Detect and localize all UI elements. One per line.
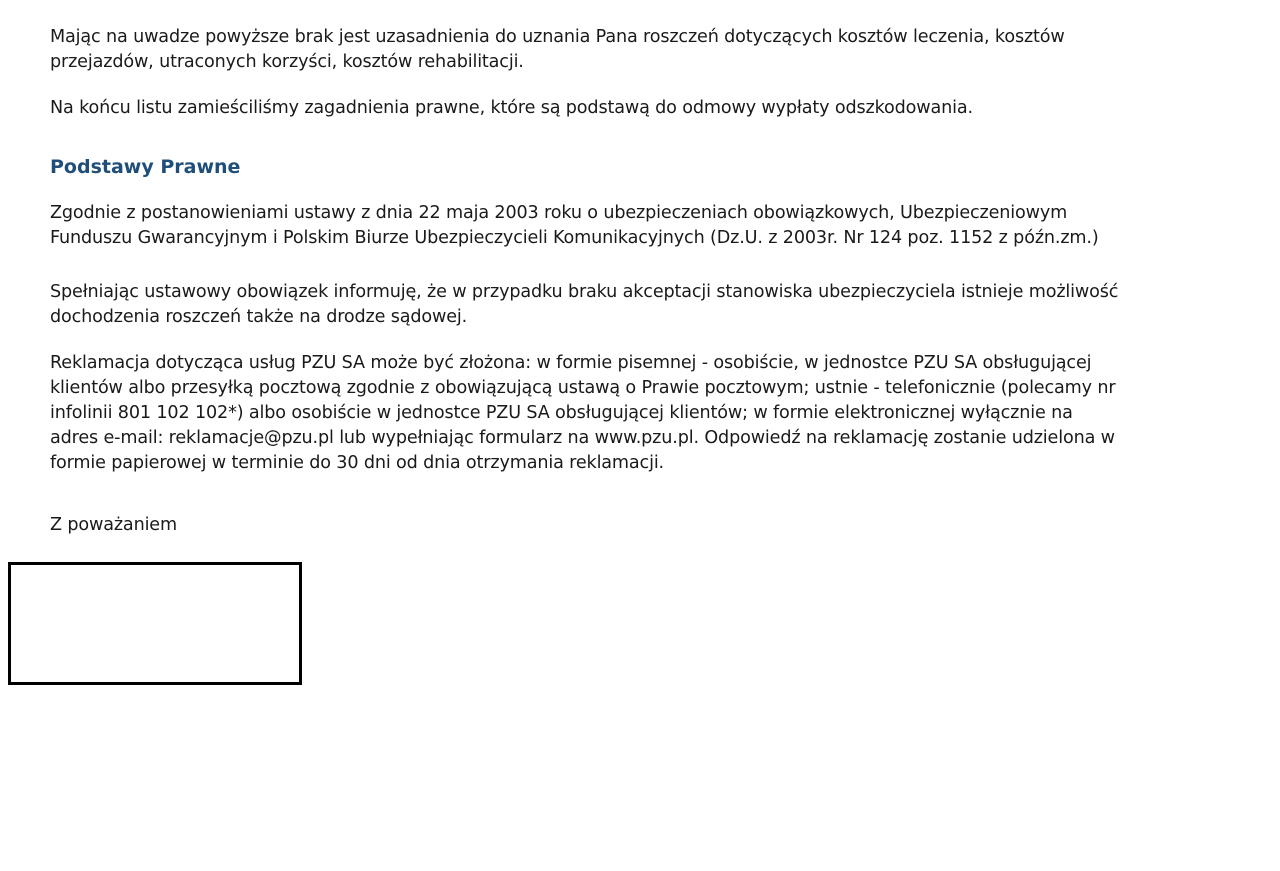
text-line: infolinii 801 102 102*) albo osobiście w jednostce PZU SA obsługującej klientów; w formie elektronicznej wyłącznie na [50, 403, 1073, 423]
text-line: przejazdów, utraconych korzyści, kosztów rehabilitacji. [50, 52, 524, 72]
text-line: adres e-mail: reklamacje@pzu.pl lub wypełniając formularz na www.pzu.pl. Odpowiedź na reklamację zostanie udzielona w [50, 428, 1115, 448]
text-line: Na końcu listu zamieściliśmy zagadnienia prawne, które są podstawą do odmowy wypłaty odszkodowania. [50, 98, 973, 118]
section-heading: Podstawy Prawne [50, 156, 241, 178]
paragraph-court-option [50, 280, 1265, 330]
text-line: Z poważaniem [50, 515, 177, 535]
signature-box [8, 562, 302, 685]
paragraph-legal-basis [50, 201, 1265, 251]
text-line: Mając na uwadze powyższe brak jest uzasadnienia do uznania Pana roszczeń dotyczących kosztów leczenia, kosztów [50, 27, 1065, 47]
text-line: dochodzenia roszczeń także na drodze sądowej. [50, 307, 468, 327]
text-line: klientów albo przesyłką pocztową zgodnie z obowiązującą ustawą o Prawie pocztowym; ustnie - telefonicznie (polecamy nr [50, 378, 1116, 398]
paragraph-claims-rejection [50, 25, 1265, 75]
text-line: Spełniając ustawowy obowiązek informuję, że w przypadku braku akceptacji stanowiska ubezpieczyciela istnieje możliwość [50, 282, 1119, 302]
paragraph-legal-note [50, 96, 1265, 121]
closing-salutation [50, 513, 1265, 538]
text-line: formie papierowej w terminie do 30 dni od dnia otrzymania reklamacji. [50, 453, 664, 473]
text-line: Zgodnie z postanowieniami ustawy z dnia 22 maja 2003 roku o ubezpieczeniach obowiązkowych, Ubezpieczeniowym [50, 203, 1068, 223]
paragraph-complaint-info [50, 351, 1265, 476]
text-line: Reklamacja dotycząca usług PZU SA może być złożona: w formie pisemnej - osobiście, w jednostce PZU SA obsługującej [50, 353, 1092, 373]
text-line: Funduszu Gwarancyjnym i Polskim Biurze Ubezpieczycieli Komunikacyjnych (Dz.U. z 2003r. Nr 124 poz. 1152 z późn.zm.) [50, 228, 1099, 248]
